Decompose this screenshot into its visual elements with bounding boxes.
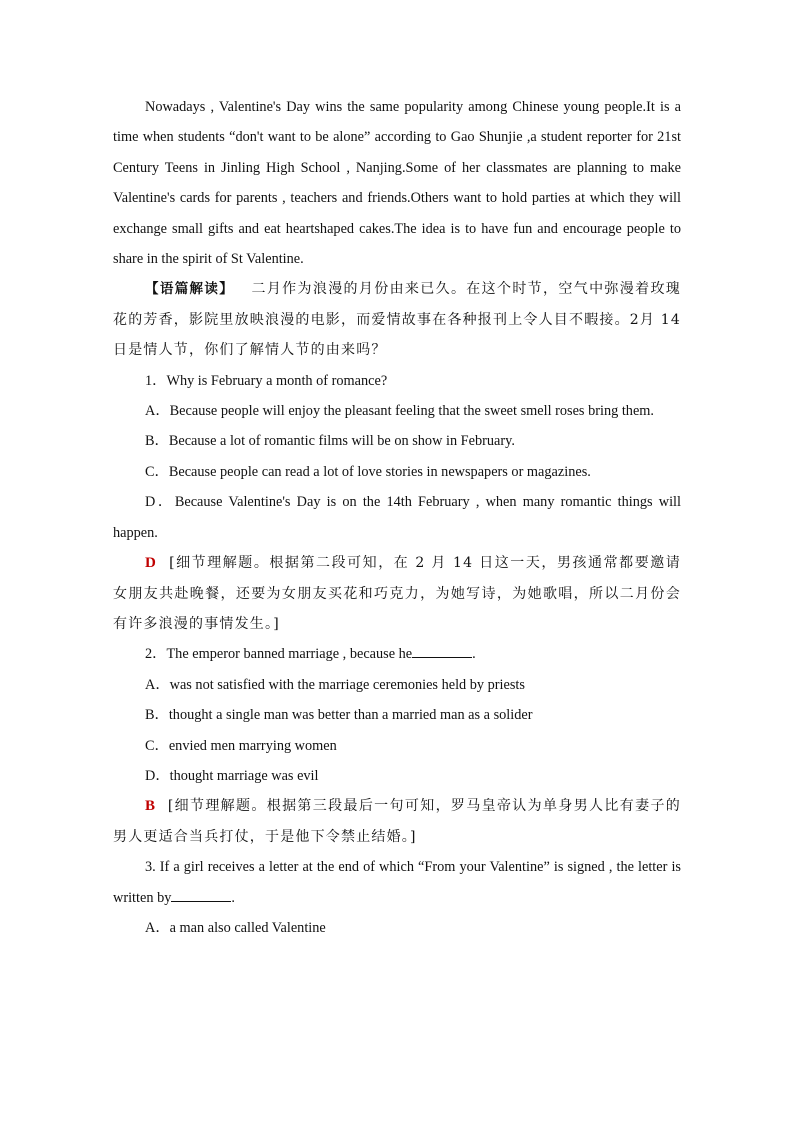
question-1-answer: D	[145, 555, 158, 572]
question-1-explanation	[113, 548, 681, 639]
answer-blank	[171, 887, 231, 902]
document-page	[113, 92, 681, 943]
question-2-stem	[113, 639, 681, 669]
question-2-answer: B	[145, 798, 157, 815]
question-1-option-b: B．Because a lot of romantic films will be on show in February.	[145, 433, 515, 450]
question-1-stem: 1．Why is February a month of romance?	[145, 372, 388, 389]
question-3-stem-end: .	[231, 889, 235, 906]
question-1-explanation-text: [细节理解题。根据第二段可知，在 2 月 14 日这一天，男孩通常都要邀请女朋友共赴晚餐，还要为女朋友买花和巧克力，为她写诗，为她歌唱，所以二月份会有许多浪漫的事情发生。]	[113, 555, 681, 632]
question-3-option-a: A．a man also called Valentine	[145, 919, 326, 936]
question-2-stem-text: 2．The emperor banned marriage , because he	[145, 646, 413, 663]
question-2-option-d: D．thought marriage was evil	[145, 767, 319, 784]
question-1-option-d: D．Because Valentine's Day is on the 14th February , when many romantic things will happen.	[113, 494, 681, 541]
answer-blank	[412, 643, 472, 658]
question-2-option-c: C．envied men marrying women	[145, 737, 337, 754]
question-1-option-a: A．Because people will enjoy the pleasant feeling that the sweet smell roses bring them.	[145, 403, 654, 420]
question-2-option-a: A．was not satisfied with the marriage ceremonies held by priests	[145, 676, 525, 693]
passage-paragraph: Nowadays , Valentine's Day wins the same popularity among Chinese young people.It is a time when students “don't want to be alone” according to Gao Shunjie ,a student reporter for 21st Century Teens in Jinling High School , Nanjing.Some of her classmates are planning to make Valentine's cards for parents , teachers and friends.Others want to hold parties at which they will exchange small gifts and eat heartshaped cakes.The idea is to have fun and encourage people to share in the spirit of St Valentine.	[113, 99, 681, 268]
reading-text: 二月作为浪漫的月份由来已久。在这个时节，空气中弥漫着玫瑰花的芳香，影院里放映浪漫的电影，而爱情故事在各种报刊上令人目不暇接。2月 14 日是情人节，你们了解情人节的由来吗？	[113, 281, 681, 359]
question-2-explanation-text: [细节理解题。根据第三段最后一句可知，罗马皇帝认为单身男人比有妻子的男人更适合当兵打仗，于是他下令禁止结婚。]	[113, 798, 681, 845]
question-3-stem	[113, 852, 681, 913]
question-1-option-c: C．Because people can read a lot of love stories in newspapers or magazines.	[145, 463, 591, 480]
reading-heading: 【语篇解读】	[145, 281, 235, 298]
question-2-option-b: B．thought a single man was better than a married man as a solider	[145, 707, 533, 724]
question-2-stem-end: .	[472, 646, 476, 663]
reading-analysis	[113, 274, 681, 365]
question-3-stem-text: 3. If a girl receives a letter at the end of which “From your Valentine” is signed , the letter is written by	[113, 859, 681, 906]
question-2-explanation	[113, 791, 681, 852]
